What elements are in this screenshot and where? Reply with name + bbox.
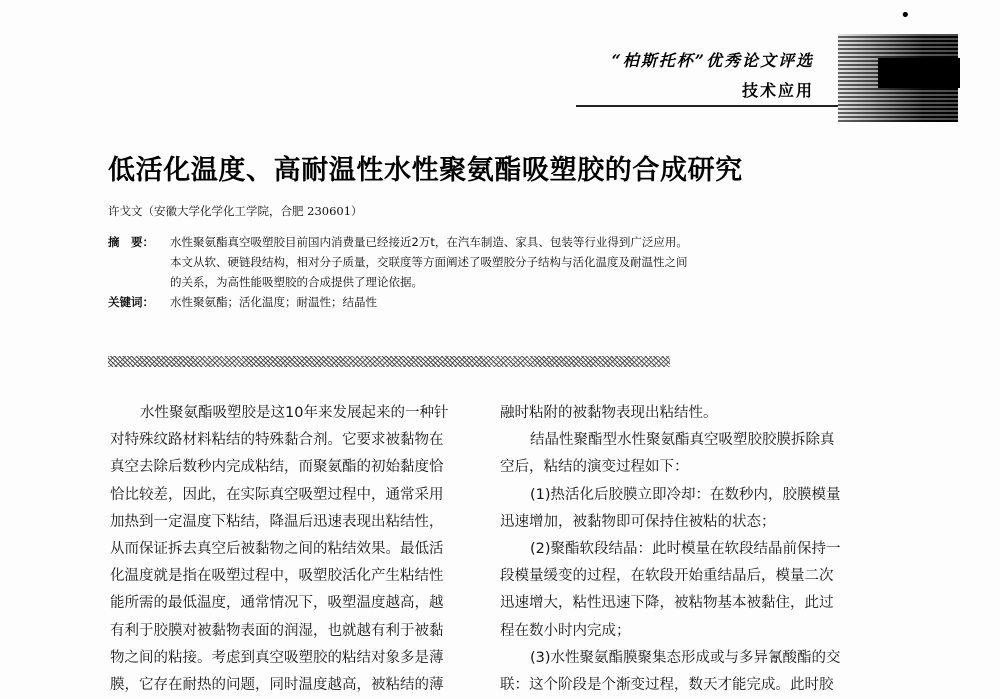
abstract-row [108,272,798,292]
body-line: 化温度就是指在吸塑过程中，吸塑胶活化产生粘结性 [110,568,444,585]
abstract-row [108,232,798,252]
body-line: 迅速增大，粘性迅速下降，被粘物基本被黏住，此过 [500,595,834,612]
body-line: 物之间的粘接。考虑到真空吸塑胶的粘结对象多是薄 [110,649,444,666]
abstract-line: 水性聚氨酯真空吸塑胶目前国内消费量已经接近2万t，在汽车制造、家具、包装等行业得到广泛应用。 [170,235,688,249]
body-column-right [500,400,862,699]
header-black-block [878,58,960,88]
abstract-row [108,252,798,272]
body-line: 空后，粘结的演变过程如下： [500,459,689,476]
body-line: 水性聚氨酯吸塑胶是这10年来发展起来的一种针 [140,405,449,421]
body-line: 对特殊纹路材料粘结的特殊黏合剂。它要求被黏物在 [110,432,444,449]
body-line: 程在数小时内完成； [500,622,631,639]
keywords-text: 水性聚氨酯；活化温度；耐温性；结晶性 [170,295,377,309]
author-affiliation: 许戈文（安徽大学化学化工学院，合肥 230601） [108,204,363,218]
body-line: 能所需的最低温度，通常情况下，吸塑温度越高，越 [110,595,444,612]
body-line: 结晶性聚酯型水性聚氨酯真空吸塑胶胶膜拆除真 [530,432,835,449]
body-line: 迅速增加，被黏物即可保持住被粘的状态； [500,513,776,530]
body-line: 有利于胶膜对被黏物表面的润湿，也就越有利于被黏 [110,622,444,639]
section-label: 技术应用 [741,81,814,100]
series-title: “柏斯托杯”优秀论文评选 [611,51,814,70]
body-line: 段模量缓变的过程，在软段开始重结晶后，模量二次 [500,568,834,585]
body-column-left [110,400,470,699]
abstract-block [108,232,798,312]
body-line: (3)水性聚氨酯膜聚集态形成或与多异氰酸酯的交 [530,649,841,666]
paper-title: 低活化温度、高耐温性水性聚氨酯吸塑胶的合成研究 [108,155,743,186]
header-rule [576,105,838,107]
body-line: 真空去除后数秒内完成粘结，而聚氨酯的初始黏度恰 [110,459,444,476]
body-line: (1)热活化后胶膜立即冷却：在数秒内，胶膜模量 [530,486,841,503]
body-line: 恰比较差，因此，在实际真空吸塑过程中，通常采用 [110,486,444,503]
body-line: 联：这个阶段是个渐变过程，数天才能完成。此时胶 [500,676,834,693]
abstract-line: 的关系，为高性能吸塑胶的合成提供了理论依据。 [170,275,423,289]
body-line: (2)聚酯软段结晶：此时模量在软段结晶前保持一 [530,540,841,557]
corner-ink-mark: • [900,5,911,26]
body-line: 从而保证拆去真空后被黏物之间的粘结效果。最低活 [110,540,444,557]
abstract-line: 本文从软、硬链段结构，相对分子质量，交联度等方面阐述了吸塑胶分子结构与活化温度及耐温性之间 [170,255,688,269]
halftone-separator [108,356,670,367]
body-line: 加热到一定温度下粘结，降温后迅速表现出粘结性， [110,513,444,530]
abstract-label: 摘 要： [108,235,154,249]
body-line: 融时粘附的被黏物表现出粘结性。 [500,405,718,421]
keywords-label: 关键词： [108,295,154,309]
keywords-row [108,292,798,312]
body-line: 膜，它存在耐热的问题，同时温度越高，被粘结的薄 [110,676,444,693]
